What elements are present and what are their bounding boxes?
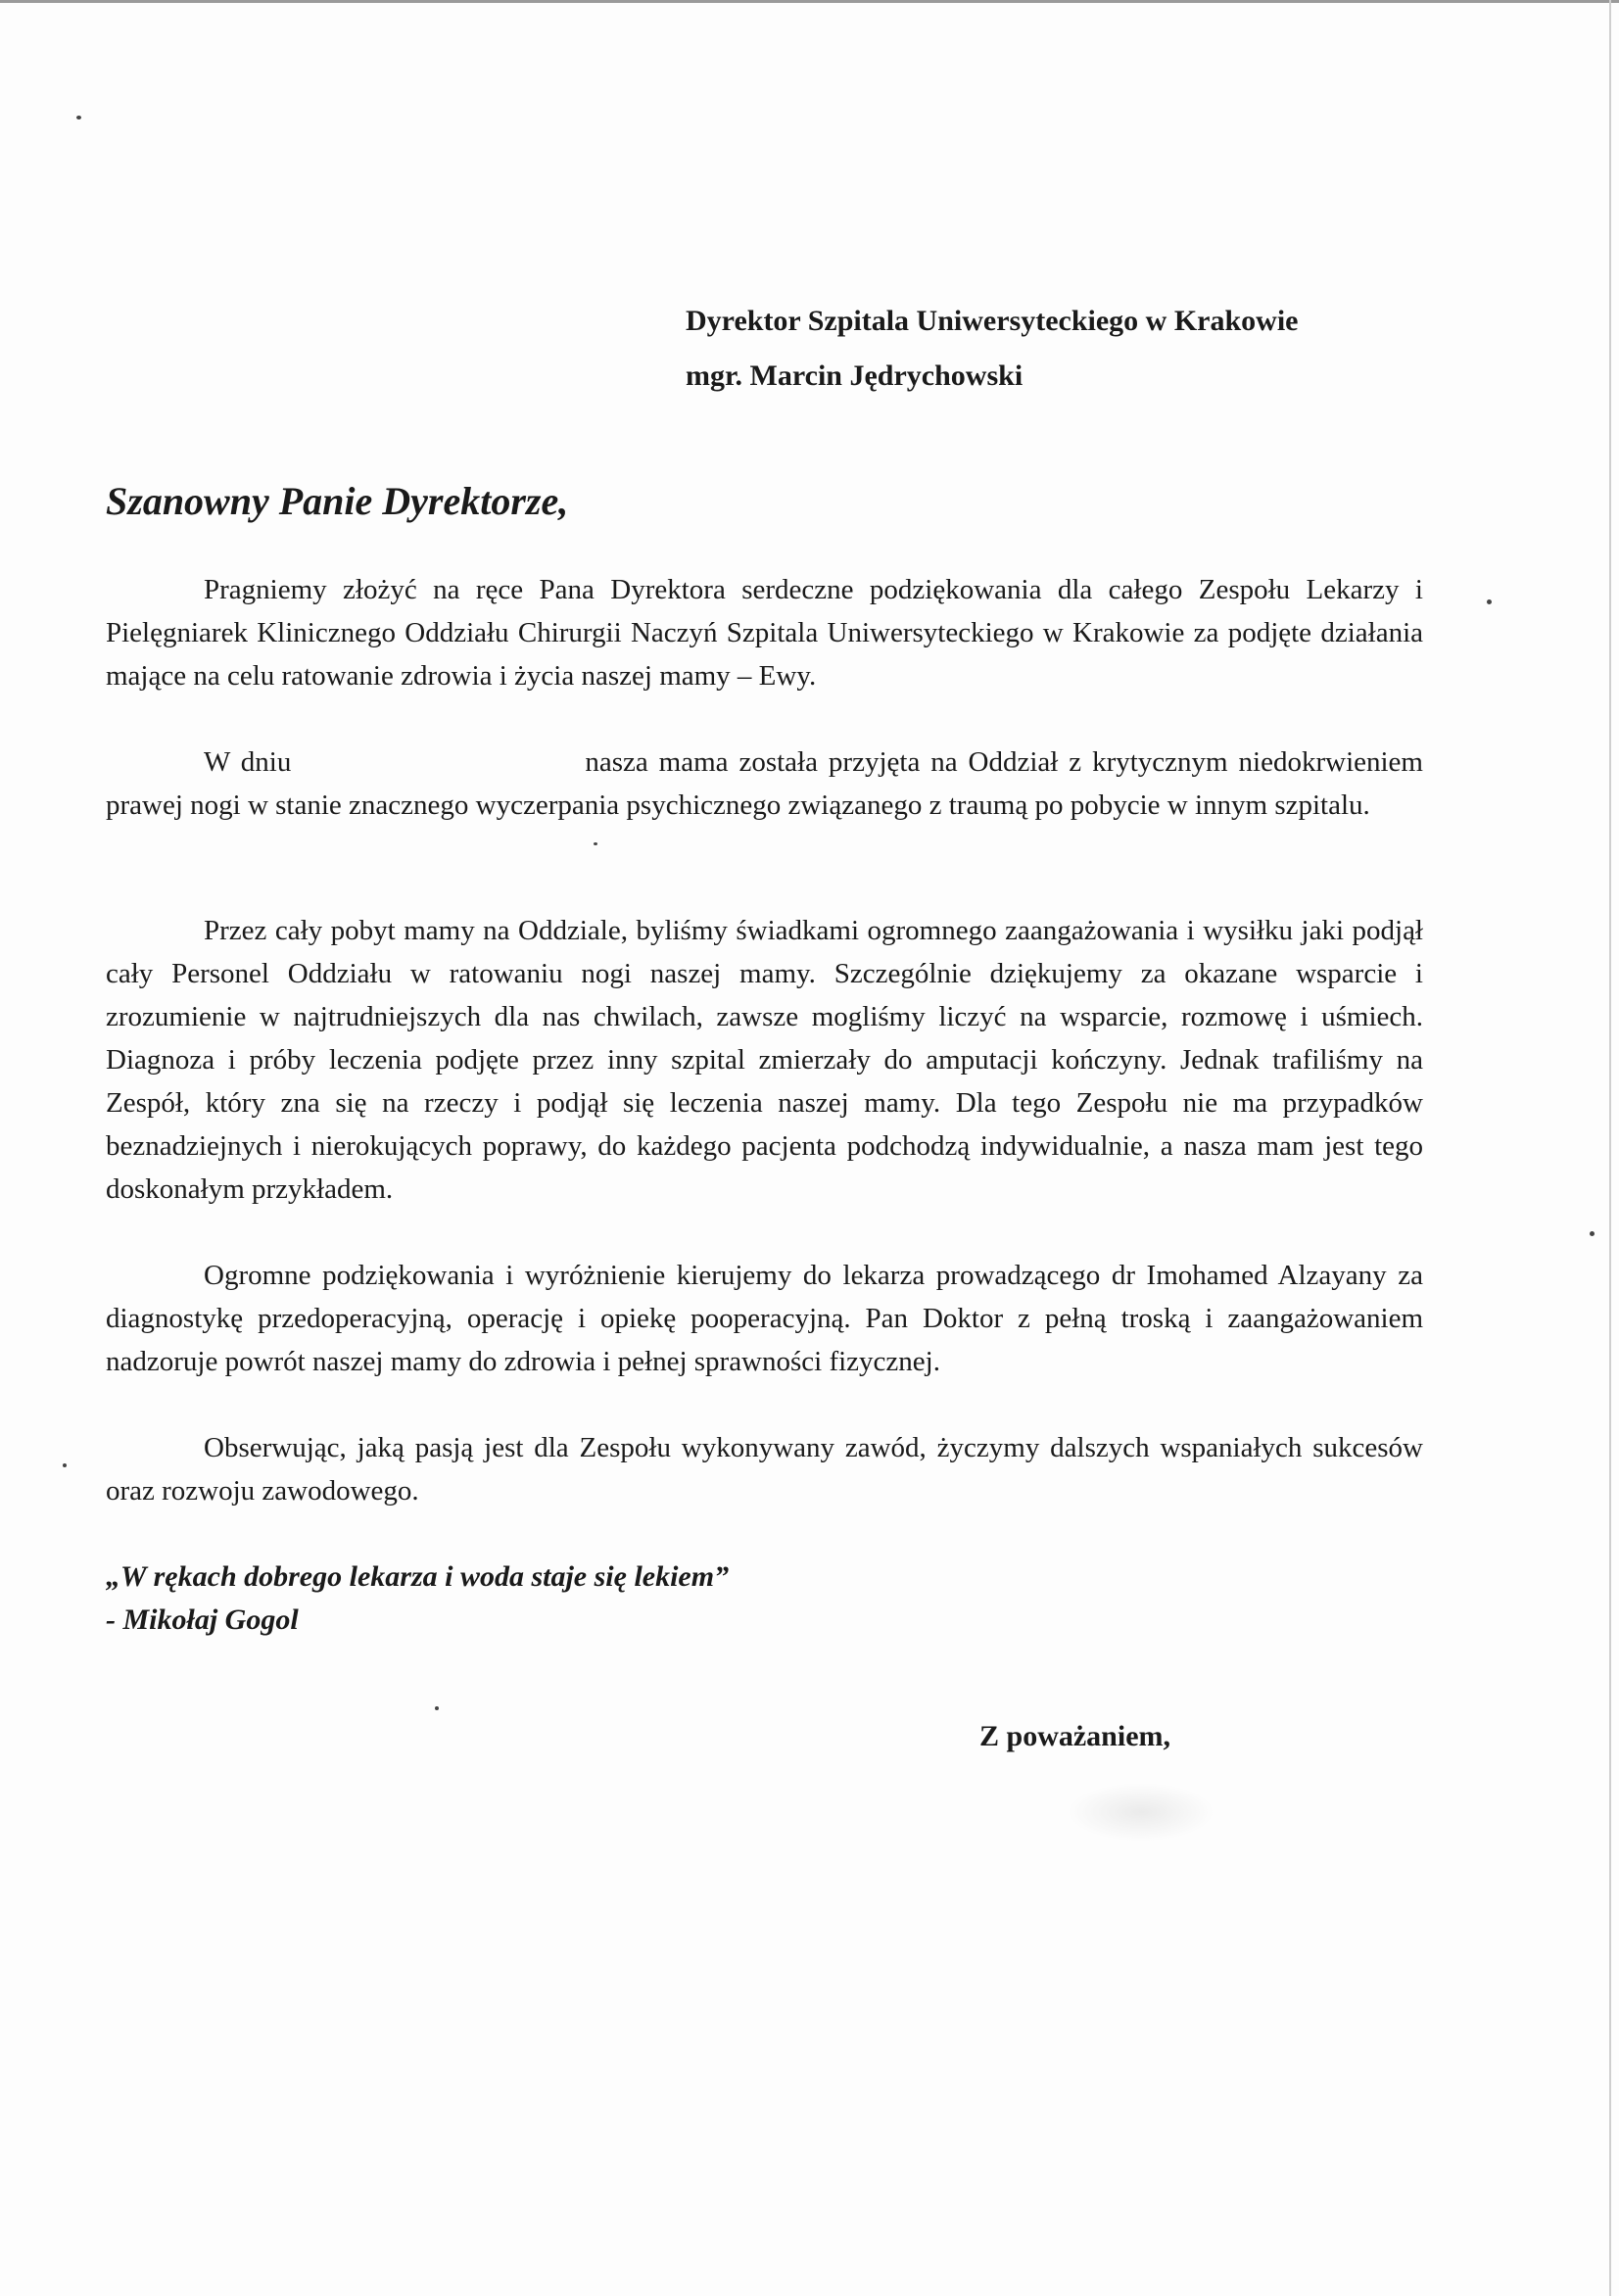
scan-speck bbox=[435, 1706, 439, 1710]
scan-edge-right bbox=[1609, 0, 1611, 2296]
quote-text: „W rękach dobrego lekarza i woda staje się lekiem” bbox=[106, 1560, 730, 1593]
scan-speck bbox=[1487, 599, 1492, 604]
scan-speck bbox=[63, 1463, 67, 1467]
paragraph-admission bbox=[106, 741, 1423, 827]
recipient-title: Dyrektor Szpitala Uniwersyteckiego w Krakowie bbox=[686, 305, 1299, 337]
scan-speck bbox=[76, 116, 81, 120]
paragraph-admission-start: W dniu bbox=[204, 746, 292, 778]
paragraph-stay: Przez cały pobyt mamy na Oddziale, byliśmy świadkami ogromnego zaangażowania i wysiłku jaki podjął cały Personel Oddziału w ratowaniu nogi naszej mamy. Szczególnie dziękujemy za okazane wsparcie i zrozumienie w najtrudniejszych dla nas chwilach, zawsze mogliśmy liczyć na wsparcie, rozmowę i uśmiech. Diagnoza i próby leczenia podjęte przez inny szpital zmierzały do amputacji kończyny. Jednak trafiliśmy na Zespół, który zna się na rzeczy i podjął się leczenia naszej mamy. Dla tego Zespołu nie ma przypadków beznadziejnych i nierokujących poprawy, do każdego pacjenta podchodzą indywidualnie, a nasza mam jest tego doskonałym przykładem. bbox=[106, 915, 1423, 1205]
recipient-block bbox=[686, 294, 1298, 404]
salutation: Szanowny Panie Dyrektorze, bbox=[106, 479, 569, 523]
paragraph-wishes: Obserwując, jaką pasją jest dla Zespołu wykonywany zawód, życzymy dalszych wspaniałych sukcesów oraz rozwoju zawodowego. bbox=[106, 1432, 1423, 1507]
paragraph-thanks: Pragniemy złożyć na ręce Pana Dyrektora serdeczne podziękowania dla całego Zespołu Lekarzy i Pielęgniarek Klinicznego Oddziału Chirurgii Naczyń Szpitala Uniwersyteckiego w Krakowie za podjęte działania mające na celu ratowanie zdrowia i życia naszej mamy – Ewy. bbox=[106, 574, 1423, 692]
scan-speck bbox=[594, 842, 597, 845]
paragraph-doctor: Ogromne podziękowania i wyróżnienie kierujemy do lekarza prowadzącego dr Imohamed Alzayany za diagnostykę przedoperacyjną, operację i opiekę pooperacyjną. Pan Doktor z pełną troską i zaangażowaniem nadzoruje powrót naszej mamy do zdrowia i pełnej sprawności fizycznej. bbox=[106, 1260, 1423, 1377]
scan-speck bbox=[1590, 1231, 1595, 1236]
closing: Z poważaniem, bbox=[979, 1720, 1170, 1752]
quote-author: - Mikołaj Gogol bbox=[106, 1603, 299, 1636]
redacted-signature bbox=[1068, 1783, 1214, 1842]
recipient-name: mgr. Marcin Jędrychowski bbox=[686, 359, 1024, 392]
scan-edge-top bbox=[0, 0, 1619, 3]
paragraph-admission-rest: nasza mama została przyjęta na Oddział z krytycznym niedokrwieniem prawej nogi w stanie znacznego wyczerpania psychicznego związanego z traumą po pobycie w innym szpitalu. bbox=[106, 746, 1423, 821]
quote-block bbox=[106, 1555, 729, 1642]
